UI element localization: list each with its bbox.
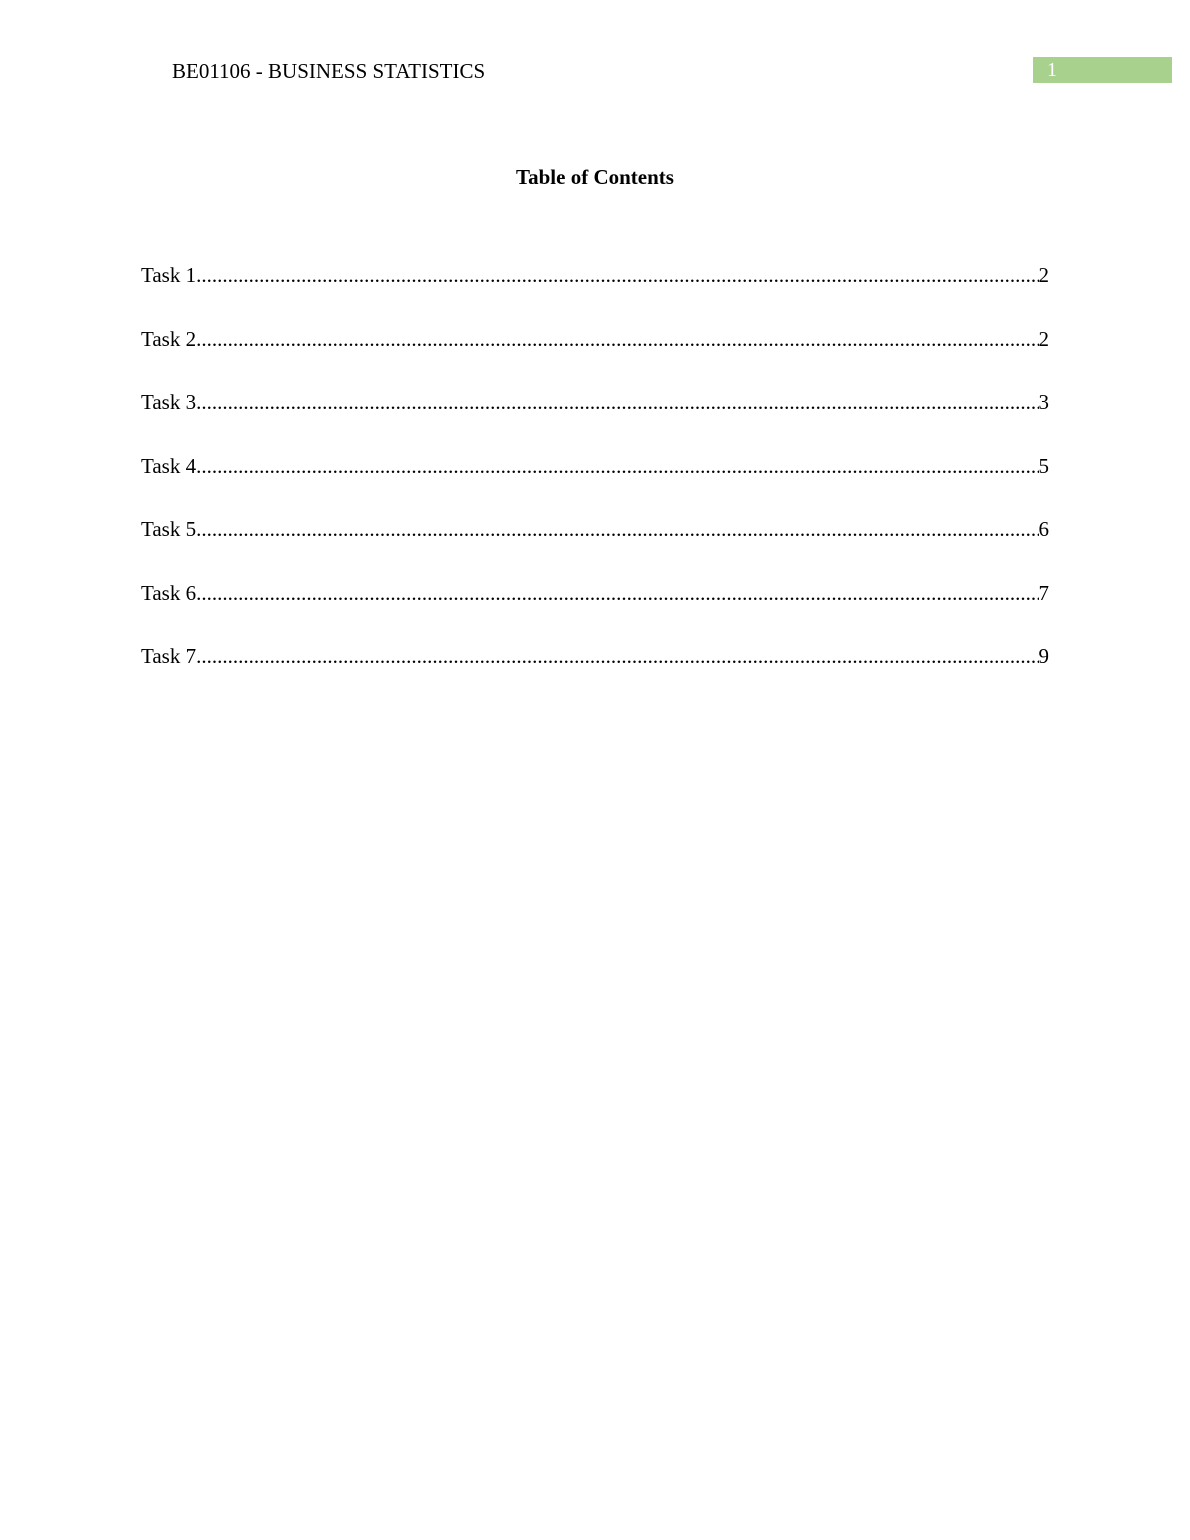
toc-entry-task-3[interactable]: [141, 389, 1049, 453]
toc-entry-label: Task 5: [141, 517, 197, 541]
toc-entry-page: 7: [1038, 580, 1049, 605]
toc-entry-task-2[interactable]: [141, 326, 1049, 390]
page-number-badge: [1033, 57, 1172, 83]
toc-dot-leader: [196, 389, 1038, 415]
toc-entry-task-6[interactable]: [141, 580, 1049, 644]
toc-dot-leader: [196, 262, 1038, 288]
toc-dot-leader: [196, 516, 1038, 542]
toc-entry-label: Task 2: [141, 326, 197, 351]
page-number: 1: [1047, 59, 1057, 81]
toc-entry-page: 5: [1038, 453, 1049, 478]
toc-entry-label: Task 7: [141, 644, 197, 668]
toc-heading: Table of Contents: [516, 165, 674, 189]
toc-entry-page: 2: [1038, 263, 1049, 287]
toc-entry-page: 9: [1038, 644, 1049, 668]
toc-entry-task-1[interactable]: [141, 262, 1049, 326]
toc-entry-task-7[interactable]: [141, 643, 1049, 707]
toc-dot-leader: [196, 326, 1038, 352]
toc-dot-leader: [196, 453, 1038, 479]
toc-entry-page: 6: [1038, 517, 1049, 541]
toc-entry-page: 3: [1038, 390, 1049, 414]
toc-entry-task-5[interactable]: [141, 516, 1049, 580]
toc-list: [141, 262, 1049, 707]
toc-entry-label: Task 3: [141, 390, 197, 414]
toc-dot-leader: [196, 643, 1038, 669]
toc-entry-page: 2: [1038, 326, 1049, 351]
toc-entry-label: Task 4: [141, 453, 197, 478]
toc-entry-label: Task 1: [141, 263, 197, 287]
toc-entry-task-4[interactable]: [141, 453, 1049, 517]
toc-entry-label: Task 6: [141, 580, 197, 605]
toc-dot-leader: [196, 580, 1038, 606]
running-header-title: BE01106 - BUSINESS STATISTICS: [172, 59, 486, 83]
